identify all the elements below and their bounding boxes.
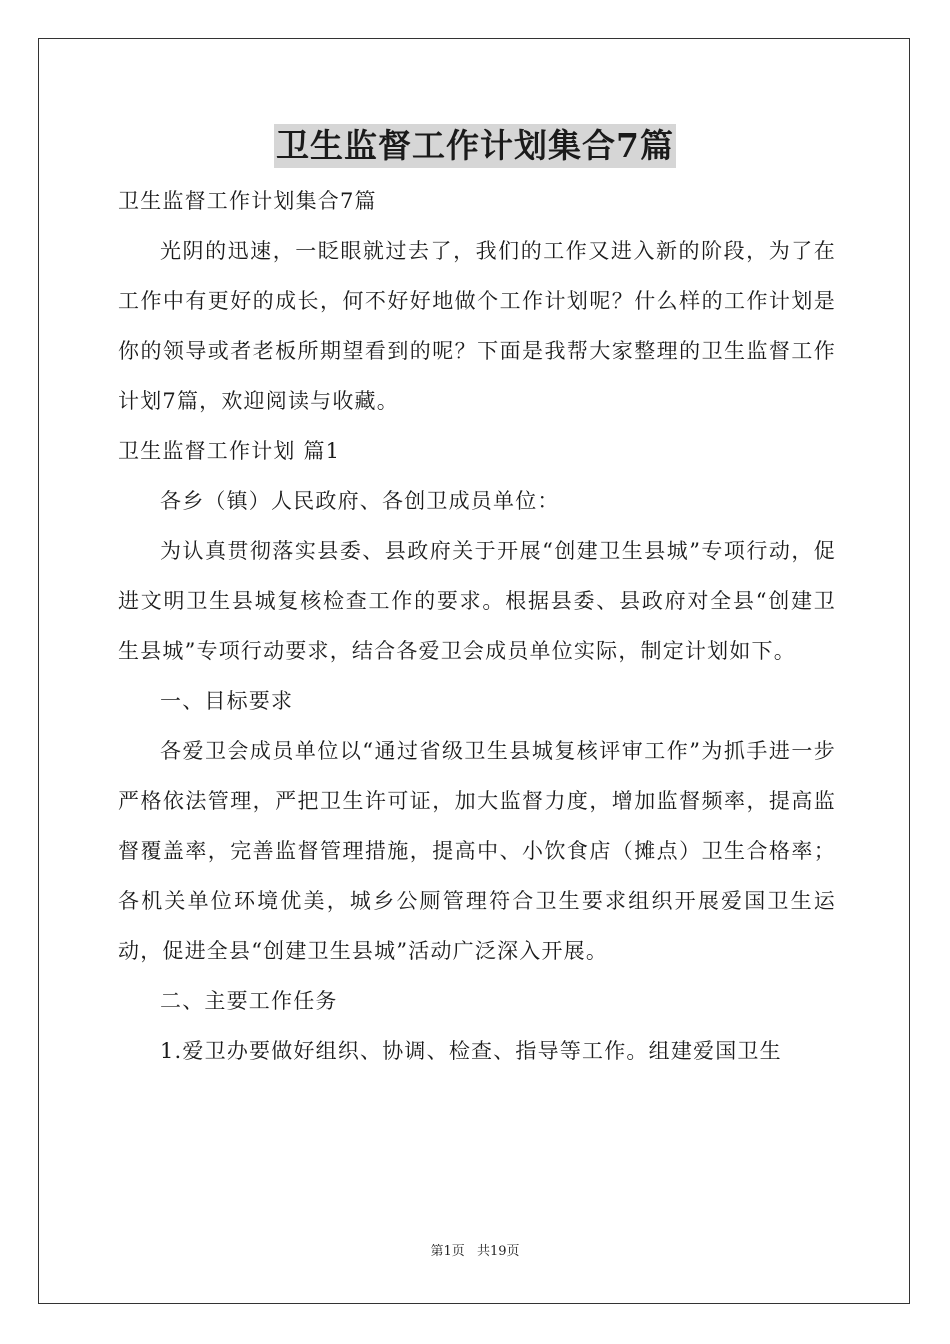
title-wrap — [0, 124, 950, 168]
paragraph: 二、主要工作任务 — [160, 989, 338, 1013]
paragraph: 各乡（镇）人民政府、各创卫成员单位： — [160, 489, 560, 513]
paragraph: 卫生监督工作计划 篇1 — [118, 439, 341, 463]
page-footer — [0, 1240, 950, 1259]
paragraph: 各爱卫会成员单位以“通过省级卫生县城复核评审工作”为抓手进一步严格依法管理，严把卫生许可证，加大监督力度，增加监督频率，提高监督覆盖率，完善监督管理措施，提高中、小饮食店（摊点）卫生合格率；各机关单位环境优美，城乡公厕管理符合卫生要求组织开展爱国卫生运动，促进全县“创建卫生县城”活动广泛深入开展。 — [118, 739, 836, 963]
document-title: 卫生监督工作计划集合7篇 — [274, 124, 676, 168]
paragraph: 卫生监督工作计划集合7篇 — [118, 189, 377, 213]
document-body — [118, 176, 836, 1076]
paragraph: 1.爱卫办要做好组织、协调、检查、指导等工作。组建爱国卫生 — [160, 1039, 782, 1063]
paragraph: 为认真贯彻落实县委、县政府关于开展“创建卫生县城”专项行动，促进文明卫生县城复核检查工作的要求。根据县委、县政府对全县“创建卫生县城”专项行动要求，结合各爱卫会成员单位实际，制定计划如下。 — [118, 539, 836, 663]
paragraph: 光阴的迅速，一眨眼就过去了，我们的工作又进入新的阶段，为了在工作中有更好的成长，何不好好地做个工作计划呢？什么样的工作计划是你的领导或者老板所期望看到的呢？下面是我帮大家整理的卫生监督工作计划7篇，欢迎阅读与收藏。 — [118, 239, 836, 413]
paragraph: 一、目标要求 — [160, 689, 294, 713]
page-total: 共19页 — [476, 1244, 520, 1259]
page-number: 第1页 — [430, 1244, 465, 1259]
